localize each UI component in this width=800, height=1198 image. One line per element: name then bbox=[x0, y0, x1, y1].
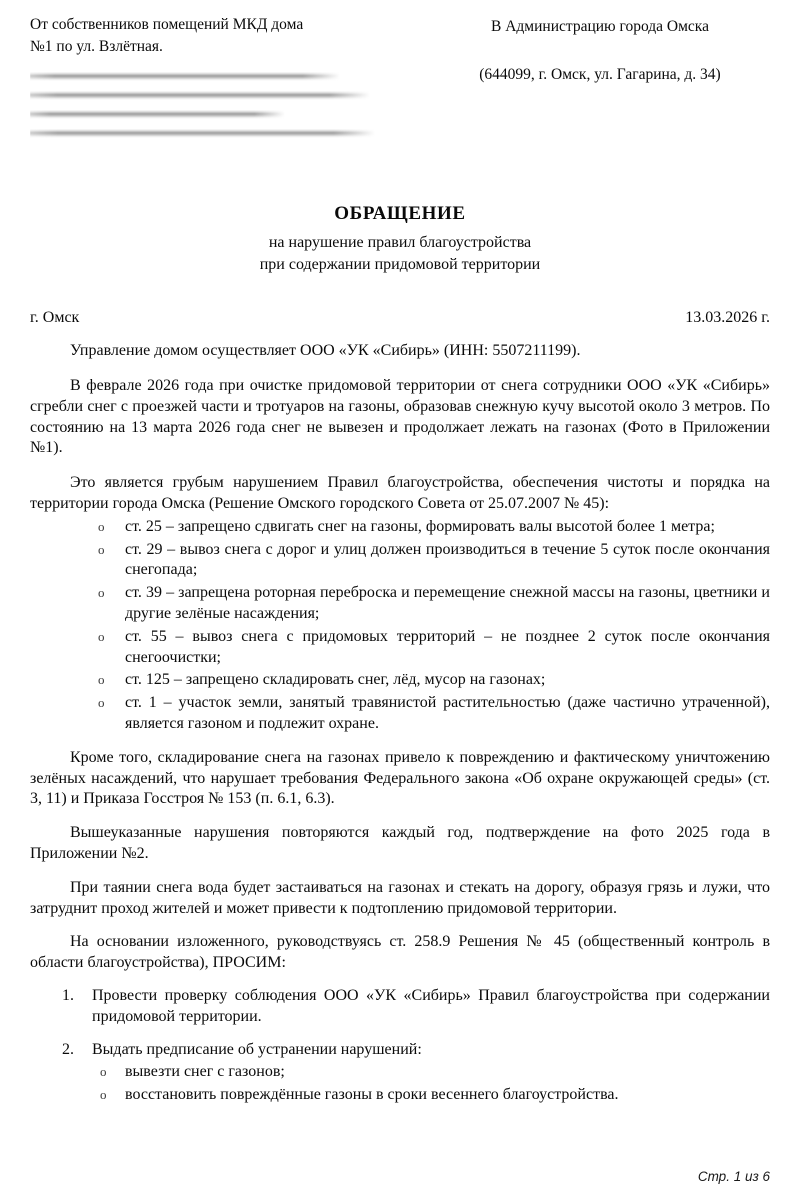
circle-bullet-icon: o bbox=[98, 585, 105, 601]
page-title: ОБРАЩЕНИЕ bbox=[334, 203, 466, 224]
sender-block bbox=[30, 14, 390, 148]
circle-bullet-icon: o bbox=[100, 1087, 107, 1103]
redaction-bar-3 bbox=[30, 110, 285, 119]
request-sub-list bbox=[92, 1062, 770, 1106]
date-label: 13.03.2026 г. bbox=[685, 309, 770, 327]
violations-list bbox=[30, 517, 770, 735]
request-item bbox=[30, 986, 770, 1028]
violation-text: ст. 125 – запрещено складировать снег, лёд, мусор на газонах; bbox=[125, 671, 546, 689]
addressee-block bbox=[430, 14, 770, 86]
violation-item bbox=[30, 670, 770, 691]
paragraph-february-incident: В феврале 2026 года при очистке придомовой территории от снега сотрудники ООО «УК «Сибирь» сгребли снег с проезжей части и тротуаров на газоны, образовав снежную кучу высотой около 3 метров. По состоянию на 13 марта 2026 года снег не вывезен и продолжает лежать на газонах (Фото в Приложении №1). bbox=[30, 376, 770, 457]
violation-text: ст. 55 – вывоз снега с придомовых территорий – не позднее 2 суток после окончания снегоочистки; bbox=[125, 627, 770, 666]
title-block bbox=[0, 203, 800, 275]
request-sub-item bbox=[92, 1085, 770, 1106]
circle-bullet-icon: o bbox=[100, 1064, 107, 1080]
requests-list bbox=[30, 986, 770, 1106]
sender-line-2: №1 по ул. Взлётная. bbox=[30, 38, 163, 55]
redacted-sender-details bbox=[30, 72, 390, 138]
paragraph-management-intro: Управление домом осуществляет ООО «УК «Сибирь» (ИНН: 5507211199). bbox=[70, 342, 581, 360]
subtitle-line-2: при содержании придомовой территории bbox=[259, 255, 541, 273]
violation-item bbox=[30, 540, 770, 582]
document-header bbox=[0, 0, 800, 148]
request-sub-text: восстановить повреждённые газоны в сроки весеннего благоустройства. bbox=[125, 1086, 619, 1104]
paragraph-melting-consequences: При таянии снега вода будет застаиваться на газонах и стекать на дорогу, образуя грязь и лужи, что затруднит проход жителей и может привести к подтоплению придомовой территории. bbox=[30, 878, 770, 917]
document-body bbox=[0, 341, 800, 1106]
addressee-address: (644099, г. Омск, ул. Гагарина, д. 34) bbox=[479, 66, 721, 83]
subtitle-line-1: на нарушение правил благоустройства bbox=[268, 234, 532, 251]
circle-bullet-icon: o bbox=[98, 628, 105, 644]
violation-item bbox=[30, 583, 770, 625]
paragraph-request-intro: На основании изложенного, руководствуясь ст. 258.9 Решения № 45 (общественный контроль в области благоустройства), ПРОСИМ: bbox=[30, 933, 770, 972]
circle-bullet-icon: o bbox=[98, 695, 105, 711]
violation-text: ст. 29 – вывоз снега с дорог и улиц должен производиться в течение 5 суток после окончания снегопада; bbox=[125, 540, 770, 579]
violation-item bbox=[30, 693, 770, 735]
page-indicator: Стр. 1 из 6 bbox=[697, 1169, 770, 1184]
redaction-bar-4 bbox=[30, 129, 375, 138]
document-subtitle bbox=[0, 232, 800, 275]
sender-line-1: От собственников помещений МКД дома bbox=[30, 16, 304, 33]
redaction-bar-1 bbox=[30, 72, 340, 81]
violation-item bbox=[30, 517, 770, 538]
request-text: Выдать предписание об устранении нарушений: bbox=[92, 1040, 422, 1058]
redaction-bar-2 bbox=[30, 91, 370, 100]
city-label: г. Омск bbox=[30, 309, 80, 327]
circle-bullet-icon: o bbox=[98, 518, 105, 534]
paragraph-repeated-violations: Вышеуказанные нарушения повторяются каждый год, подтверждение на фото 2025 года в Приложении №2. bbox=[30, 824, 770, 862]
paragraph-violation-intro: Это является грубым нарушением Правил благоустройства, обеспечения чистоты и порядка на территории города Омска (Решение Омского городского Совета от 25.07.2007 № 45): bbox=[30, 474, 770, 512]
request-sub-item bbox=[92, 1062, 770, 1083]
request-sub-text: вывезти снег с газонов; bbox=[125, 1063, 285, 1081]
request-text: Провести проверку соблюдения ООО «УК «Сибирь» Правил благоустройства при содержании придомовой территории. bbox=[92, 986, 770, 1025]
city-date-row bbox=[0, 309, 800, 327]
violation-text: ст. 39 – запрещена роторная переброска и перемещение снежной массы на газоны, цветники и другие зелёные насаждения; bbox=[125, 584, 770, 622]
circle-bullet-icon: o bbox=[98, 672, 105, 688]
addressee-name: В Администрацию города Омска bbox=[491, 18, 709, 35]
violation-text: ст. 1 – участок земли, занятый травянистой растительностью (даже частично утраченной), является газоном и подлежит охране. bbox=[125, 694, 770, 732]
circle-bullet-icon: o bbox=[98, 541, 105, 557]
request-item bbox=[30, 1040, 770, 1106]
violation-text: ст. 25 – запрещено сдвигать снег на газоны, формировать валы высотой более 1 метра; bbox=[125, 517, 715, 535]
violation-item bbox=[30, 627, 770, 669]
paragraph-besides-damage: Кроме того, складирование снега на газонах привело к повреждению и фактическому уничтожению зелёных насаждений, что нарушает требования Федерального закона «Об охране окружающей среды» (ст. 3, 11) и Приказа Госстроя № 153 (п. 6.1, 6.3). bbox=[30, 748, 770, 808]
